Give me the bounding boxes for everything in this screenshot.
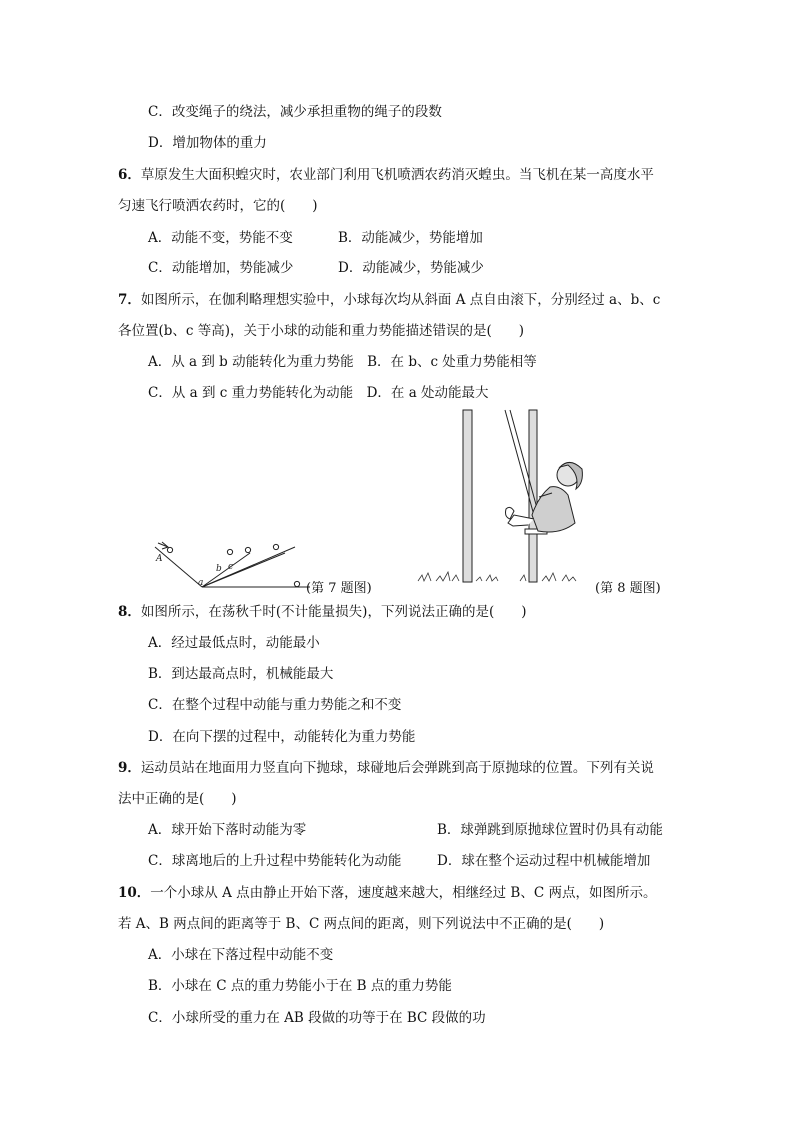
q10-option-b: B．小球在 C 点的重力势能小于在 B 点的重力势能 bbox=[148, 978, 452, 994]
fig7-ball-b bbox=[227, 549, 232, 554]
q8-number: 8． bbox=[118, 604, 141, 620]
q8-option-d: D．在向下摆的过程中，动能转化为重力势能 bbox=[148, 729, 416, 745]
q10-option-a: A．小球在下落过程中动能不变 bbox=[148, 947, 334, 963]
q9-option-c: C．球离地后的上升过程中势能转化为动能 bbox=[148, 853, 402, 869]
fig7-label-A: A bbox=[156, 554, 163, 564]
q6-option-c: C．动能增加，势能减少 bbox=[148, 260, 294, 276]
q9-number: 9． bbox=[118, 760, 141, 776]
fig8-right-post bbox=[529, 410, 537, 582]
q6-option-d: D．动能减少，势能减少 bbox=[338, 260, 484, 276]
q8-stem-text: 如图所示，在荡秋千时(不计能量损失)，下列说法正确的是( ) bbox=[140, 604, 527, 620]
fig8-grass-right bbox=[520, 573, 576, 581]
q8-swing-figure bbox=[410, 405, 610, 590]
fig7-ball-ground bbox=[294, 581, 299, 586]
fig7-ball-c bbox=[245, 547, 250, 552]
q6-option-b: B．动能减少，势能增加 bbox=[338, 230, 483, 246]
fig8-grass-mid bbox=[476, 575, 498, 581]
fig7-left-slope bbox=[155, 547, 202, 587]
fig8-girl-dress bbox=[532, 487, 575, 532]
q8-figure-caption: (第 8 题图) bbox=[595, 581, 661, 596]
q8-option-b: B．到达最高点时，机械能最大 bbox=[148, 666, 334, 682]
q9-option-d: D．球在整个运动过程中机械能增加 bbox=[437, 853, 651, 869]
q6-stem-line1 bbox=[118, 165, 654, 185]
q7-number: 7． bbox=[118, 292, 141, 308]
fig7-ball-a bbox=[167, 547, 172, 552]
fig8-grass-left bbox=[418, 572, 459, 581]
q7-stem-line1 bbox=[118, 290, 660, 310]
q10-stem-line1 bbox=[118, 883, 656, 903]
fig7-ball-d bbox=[273, 544, 278, 549]
q9-option-b: B．球弹跳到原抛球位置时仍具有动能 bbox=[437, 822, 663, 838]
q5-option-d: D．增加物体的重力 bbox=[148, 135, 267, 151]
q10-stem-text: 一个小球从 A 点由静止开始下落，速度越来越大，相继经过 B、C 两点，如图所示。 bbox=[150, 885, 657, 901]
q5-option-c: C．改变绳子的绕法，减少承担重物的绳子的段数 bbox=[148, 104, 442, 120]
q9-option-a: A．球开始下落时动能为零 bbox=[148, 822, 307, 838]
q7-options-ab: A．从 a 到 b 动能转化为重力势能 B．在 b、c 处重力势能相等 bbox=[148, 354, 537, 370]
q8-stem bbox=[118, 602, 526, 622]
q7-stem-line2: 各位置(b、c 等高)，关于小球的动能和重力势能描述错误的是( ) bbox=[118, 323, 525, 339]
q9-stem-line2: 法中正确的是( ) bbox=[118, 791, 237, 807]
q6-option-a: A．动能不变，势能不变 bbox=[148, 230, 293, 246]
q10-stem-line2: 若 A、B 两点间的距离等于 B、C 两点间的距离，则下列说法中不正确的是( ) bbox=[118, 916, 605, 932]
q10-option-c: C．小球所受的重力在 AB 段做的功等于在 BC 段做的功 bbox=[148, 1010, 486, 1026]
q9-stem-text: 运动员站在地面用力竖直向下抛球，球碰地后会弹跳到高于原抛球的位置。下列有关说 bbox=[140, 760, 654, 776]
q6-stem-line2: 匀速飞行喷洒农药时，它的( ) bbox=[118, 198, 318, 214]
fig7-label-a: a bbox=[198, 578, 204, 588]
q6-stem-text: 草原发生大面积蝗灾时，农业部门利用飞机喷洒农药消灭蝗虫。当飞机在某一高度水平 bbox=[140, 167, 654, 183]
fig7-label-b: b bbox=[216, 564, 222, 574]
q6-number: 6． bbox=[118, 167, 141, 183]
q7-options-cd: C．从 a 到 c 重力势能转化为动能 D．在 a 处动能最大 bbox=[148, 385, 489, 401]
q9-stem-line1 bbox=[118, 758, 654, 778]
q8-option-c: C．在整个过程中动能与重力势能之和不变 bbox=[148, 697, 402, 713]
fig8-left-post bbox=[463, 410, 472, 582]
q8-option-a: A．经过最低点时，动能最小 bbox=[148, 635, 320, 651]
fig7-label-c: c bbox=[228, 562, 234, 572]
q7-stem-text: 如图所示，在伽利略理想实验中，小球每次均从斜面 A 点自由滚下，分别经过 a、b、c bbox=[140, 292, 661, 308]
q10-number: 10． bbox=[118, 885, 151, 901]
q7-figure-caption: (第 7 题图) bbox=[306, 581, 372, 596]
